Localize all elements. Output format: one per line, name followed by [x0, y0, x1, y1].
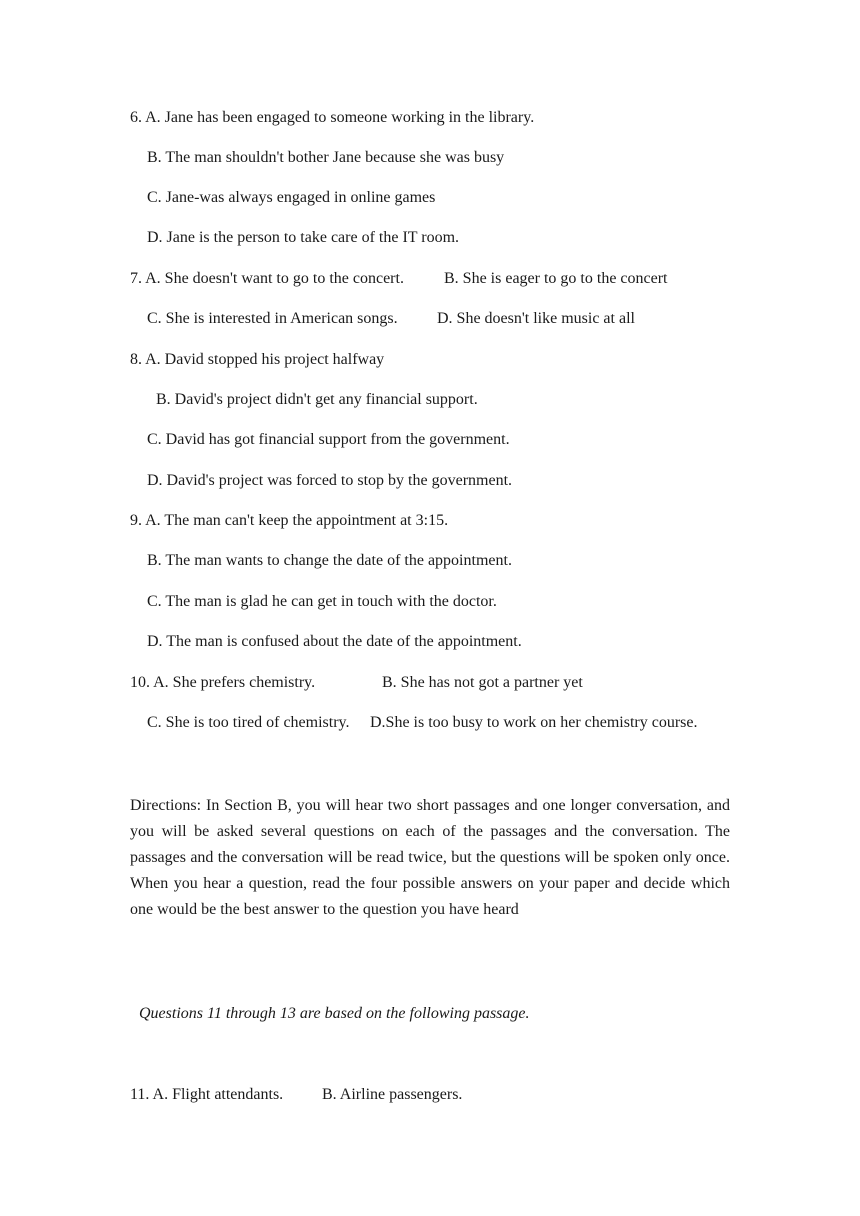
section-b-directions: Directions: In Section B, you will hear two short passages and one longer conversation, and you will be asked several questions on each of the passages and the conversation. The passages and the conversation will be read twice, but the questions will be spoken only once. When you hear a question, read the four possible answers on your paper and decide which one would be the best answer to the question you have heard	[130, 797, 730, 918]
q6-option-c: C. Jane-was always engaged in online games	[147, 189, 436, 206]
q7-option-b: B. She is eager to go to the concert	[444, 270, 668, 287]
q11-option-a: 11. A. Flight attendants.	[130, 1086, 284, 1103]
q10-option-d: D.She is too busy to work on her chemistry course.	[370, 714, 698, 731]
q11-option-b: B. Airline passengers.	[322, 1086, 463, 1103]
q8-option-d: D. David's project was forced to stop by the government.	[147, 472, 513, 489]
q7-option-d: D. She doesn't like music at all	[437, 310, 635, 327]
q6-option-d: D. Jane is the person to take care of the IT room.	[147, 229, 460, 246]
q9-option-a: 9. A. The man can't keep the appointment at 3:15.	[130, 512, 449, 529]
q6-option-b: B. The man shouldn't bother Jane because she was busy	[147, 149, 505, 166]
section-heading: Questions 11 through 13 are based on the following passage.	[139, 1005, 530, 1022]
q9-option-d: D. The man is confused about the date of the appointment.	[147, 633, 522, 650]
q8-option-c: C. David has got financial support from the government.	[147, 431, 510, 448]
q8-option-a: 8. A. David stopped his project halfway	[130, 351, 385, 368]
q8-option-b: B. David's project didn't get any financial support.	[156, 391, 478, 408]
q9-option-b: B. The man wants to change the date of the appointment.	[147, 552, 512, 569]
q10-option-a: 10. A. She prefers chemistry.	[130, 674, 316, 691]
q7-option-c: C. She is interested in American songs.	[147, 310, 398, 327]
q7-option-a: 7. A. She doesn't want to go to the concert.	[130, 270, 404, 287]
q10-option-b: B. She has not got a partner yet	[382, 674, 583, 691]
q9-option-c: C. The man is glad he can get in touch with the doctor.	[147, 593, 497, 610]
q10-option-c: C. She is too tired of chemistry.	[147, 714, 350, 731]
q6-option-a: 6. A. Jane has been engaged to someone working in the library.	[130, 109, 535, 126]
